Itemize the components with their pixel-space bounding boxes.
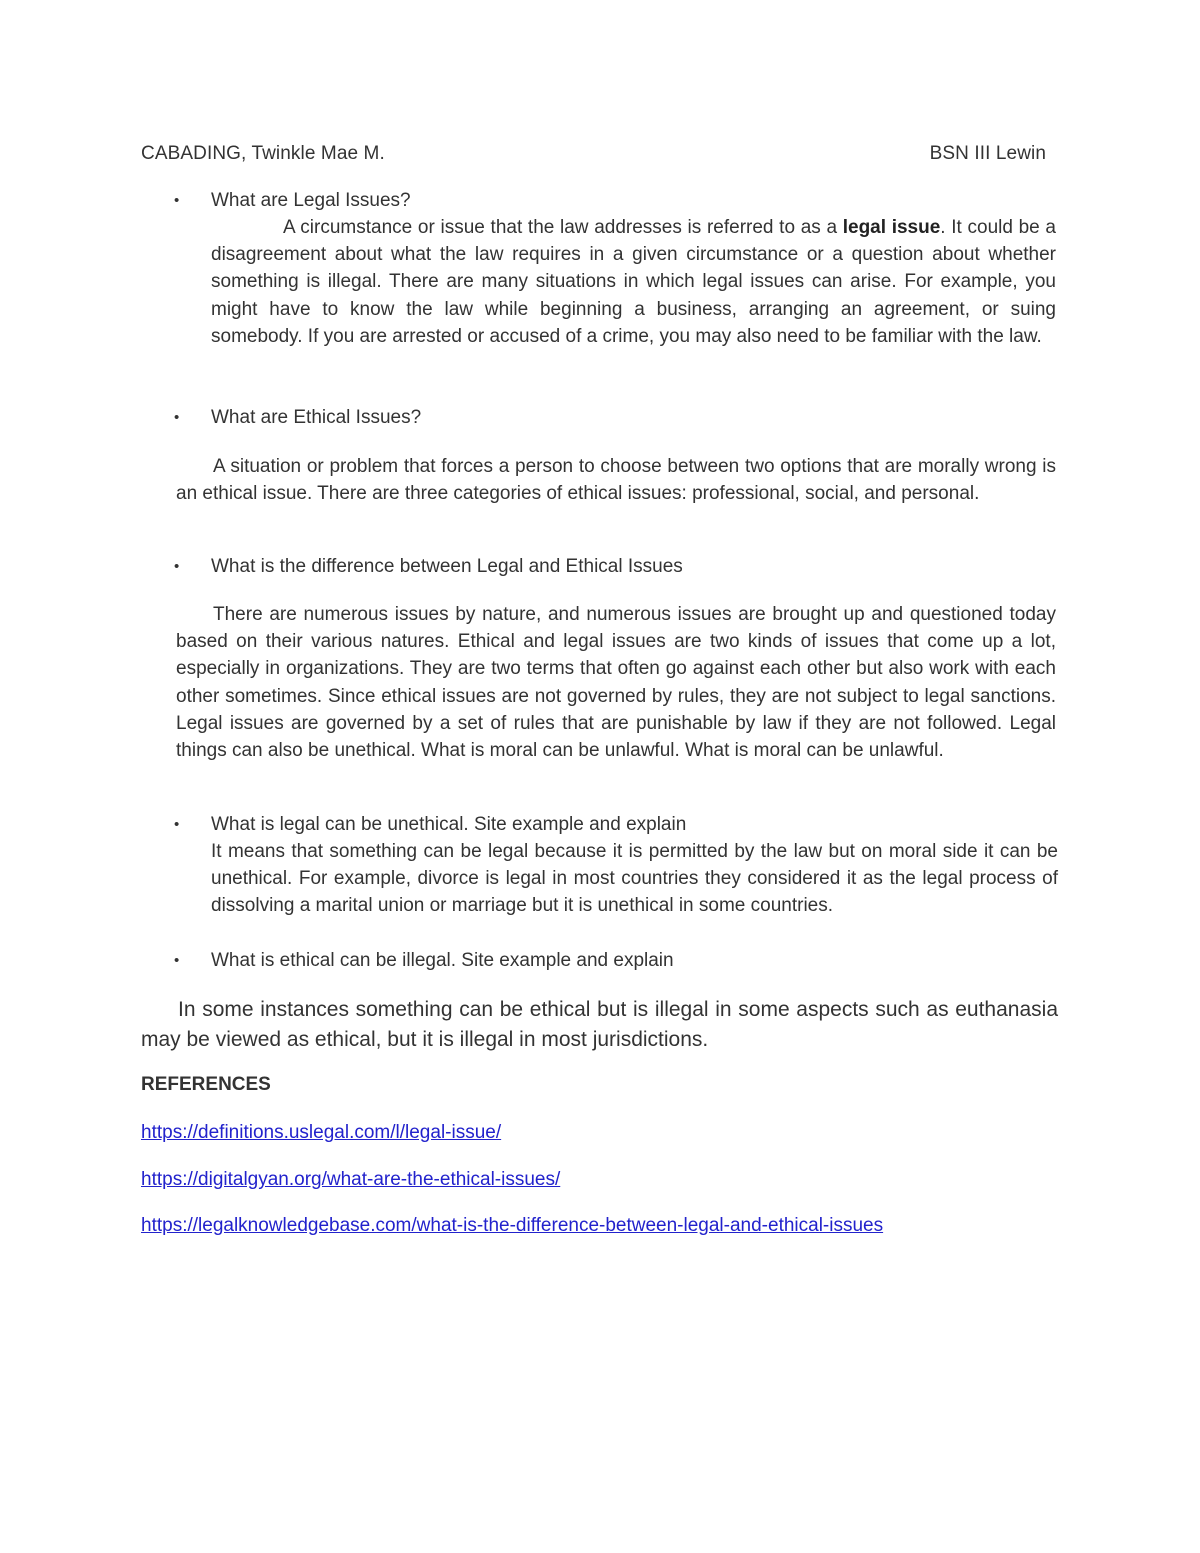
reference-link-legalknowledgebase[interactable]: https://legalknowledgebase.com/what-is-the-difference-between-legal-and-ethical-issues (141, 1215, 884, 1236)
answer-text: It means that something can be legal because it is permitted by the law but on moral side it can be unethical. For example, divorce is legal in most countries they considered it as the legal process of dissolving a marital union or marriage but it is unethical in some countries. (211, 841, 1058, 917)
answer-ethical-illegal (141, 995, 1058, 1055)
answer-text: A situation or problem that forces a person to choose between two options that are morally wrong is an ethical issue. There are three categories of ethical issues: professional, social, and personal. (176, 456, 1056, 505)
answer-legal-issues (211, 214, 1056, 350)
student-name: CABADING, Twinkle Mae M. (141, 143, 385, 164)
class-section: BSN III Lewin (929, 143, 1046, 164)
answer-text: There are numerous issues by nature, and numerous issues are brought up and questioned today based on their various natures. Ethical and legal issues are two kinds of issues that come up a lot, especially in organizations. They are two terms that often go against each other but also work with each other sometimes. Since ethical issues are not governed by rules, they are not subject to legal sanctions. Legal issues are governed by a set of rules that are punishable by law if they are not followed. Legal things can also be unethical. What is moral can be unlawful. What is moral can be unlawful. (176, 604, 1056, 762)
answer-text: . It could be a disagreement about what the law requires in a given circumstance or a question about whether something is illegal. There are many situations in which legal issues can arise. For example, you might have to know the law while beginning a business, arranging an agreement, or suing somebody. If you are arrested or accused of a crime, you may also need to be familiar with the law. (211, 217, 1056, 347)
answer-legal-unethical (211, 838, 1058, 920)
answer-difference (176, 601, 1056, 764)
question-text: What are Ethical Issues? (211, 407, 422, 428)
reference-link-uslegal[interactable]: https://definitions.uslegal.com/l/legal-issue/ (141, 1122, 502, 1143)
question-text: What is ethical can be illegal. Site example and explain (211, 950, 674, 971)
bullet-icon: • (174, 192, 180, 209)
reference-link-digitalgyan[interactable]: https://digitalgyan.org/what-are-the-ethical-issues/ (141, 1169, 561, 1190)
bold-term: legal issue (842, 217, 941, 238)
answer-text: A circumstance or issue that the law addresses is referred to as a (283, 217, 843, 238)
answer-ethical-issues (176, 453, 1056, 507)
references-heading: REFERENCES (141, 1074, 271, 1095)
question-text: What is legal can be unethical. Site example and explain (211, 814, 687, 835)
bullet-icon: • (174, 558, 180, 575)
question-text: What is the difference between Legal and Ethical Issues (211, 556, 683, 577)
bullet-icon: • (174, 409, 180, 426)
question-text: What are Legal Issues? (211, 190, 411, 211)
bullet-icon: • (174, 952, 180, 969)
bullet-icon: • (174, 816, 180, 833)
answer-text: In some instances something can be ethical but is illegal in some aspects such as euthanasia may be viewed as ethical, but it is illegal in most jurisdictions. (141, 998, 1058, 1051)
